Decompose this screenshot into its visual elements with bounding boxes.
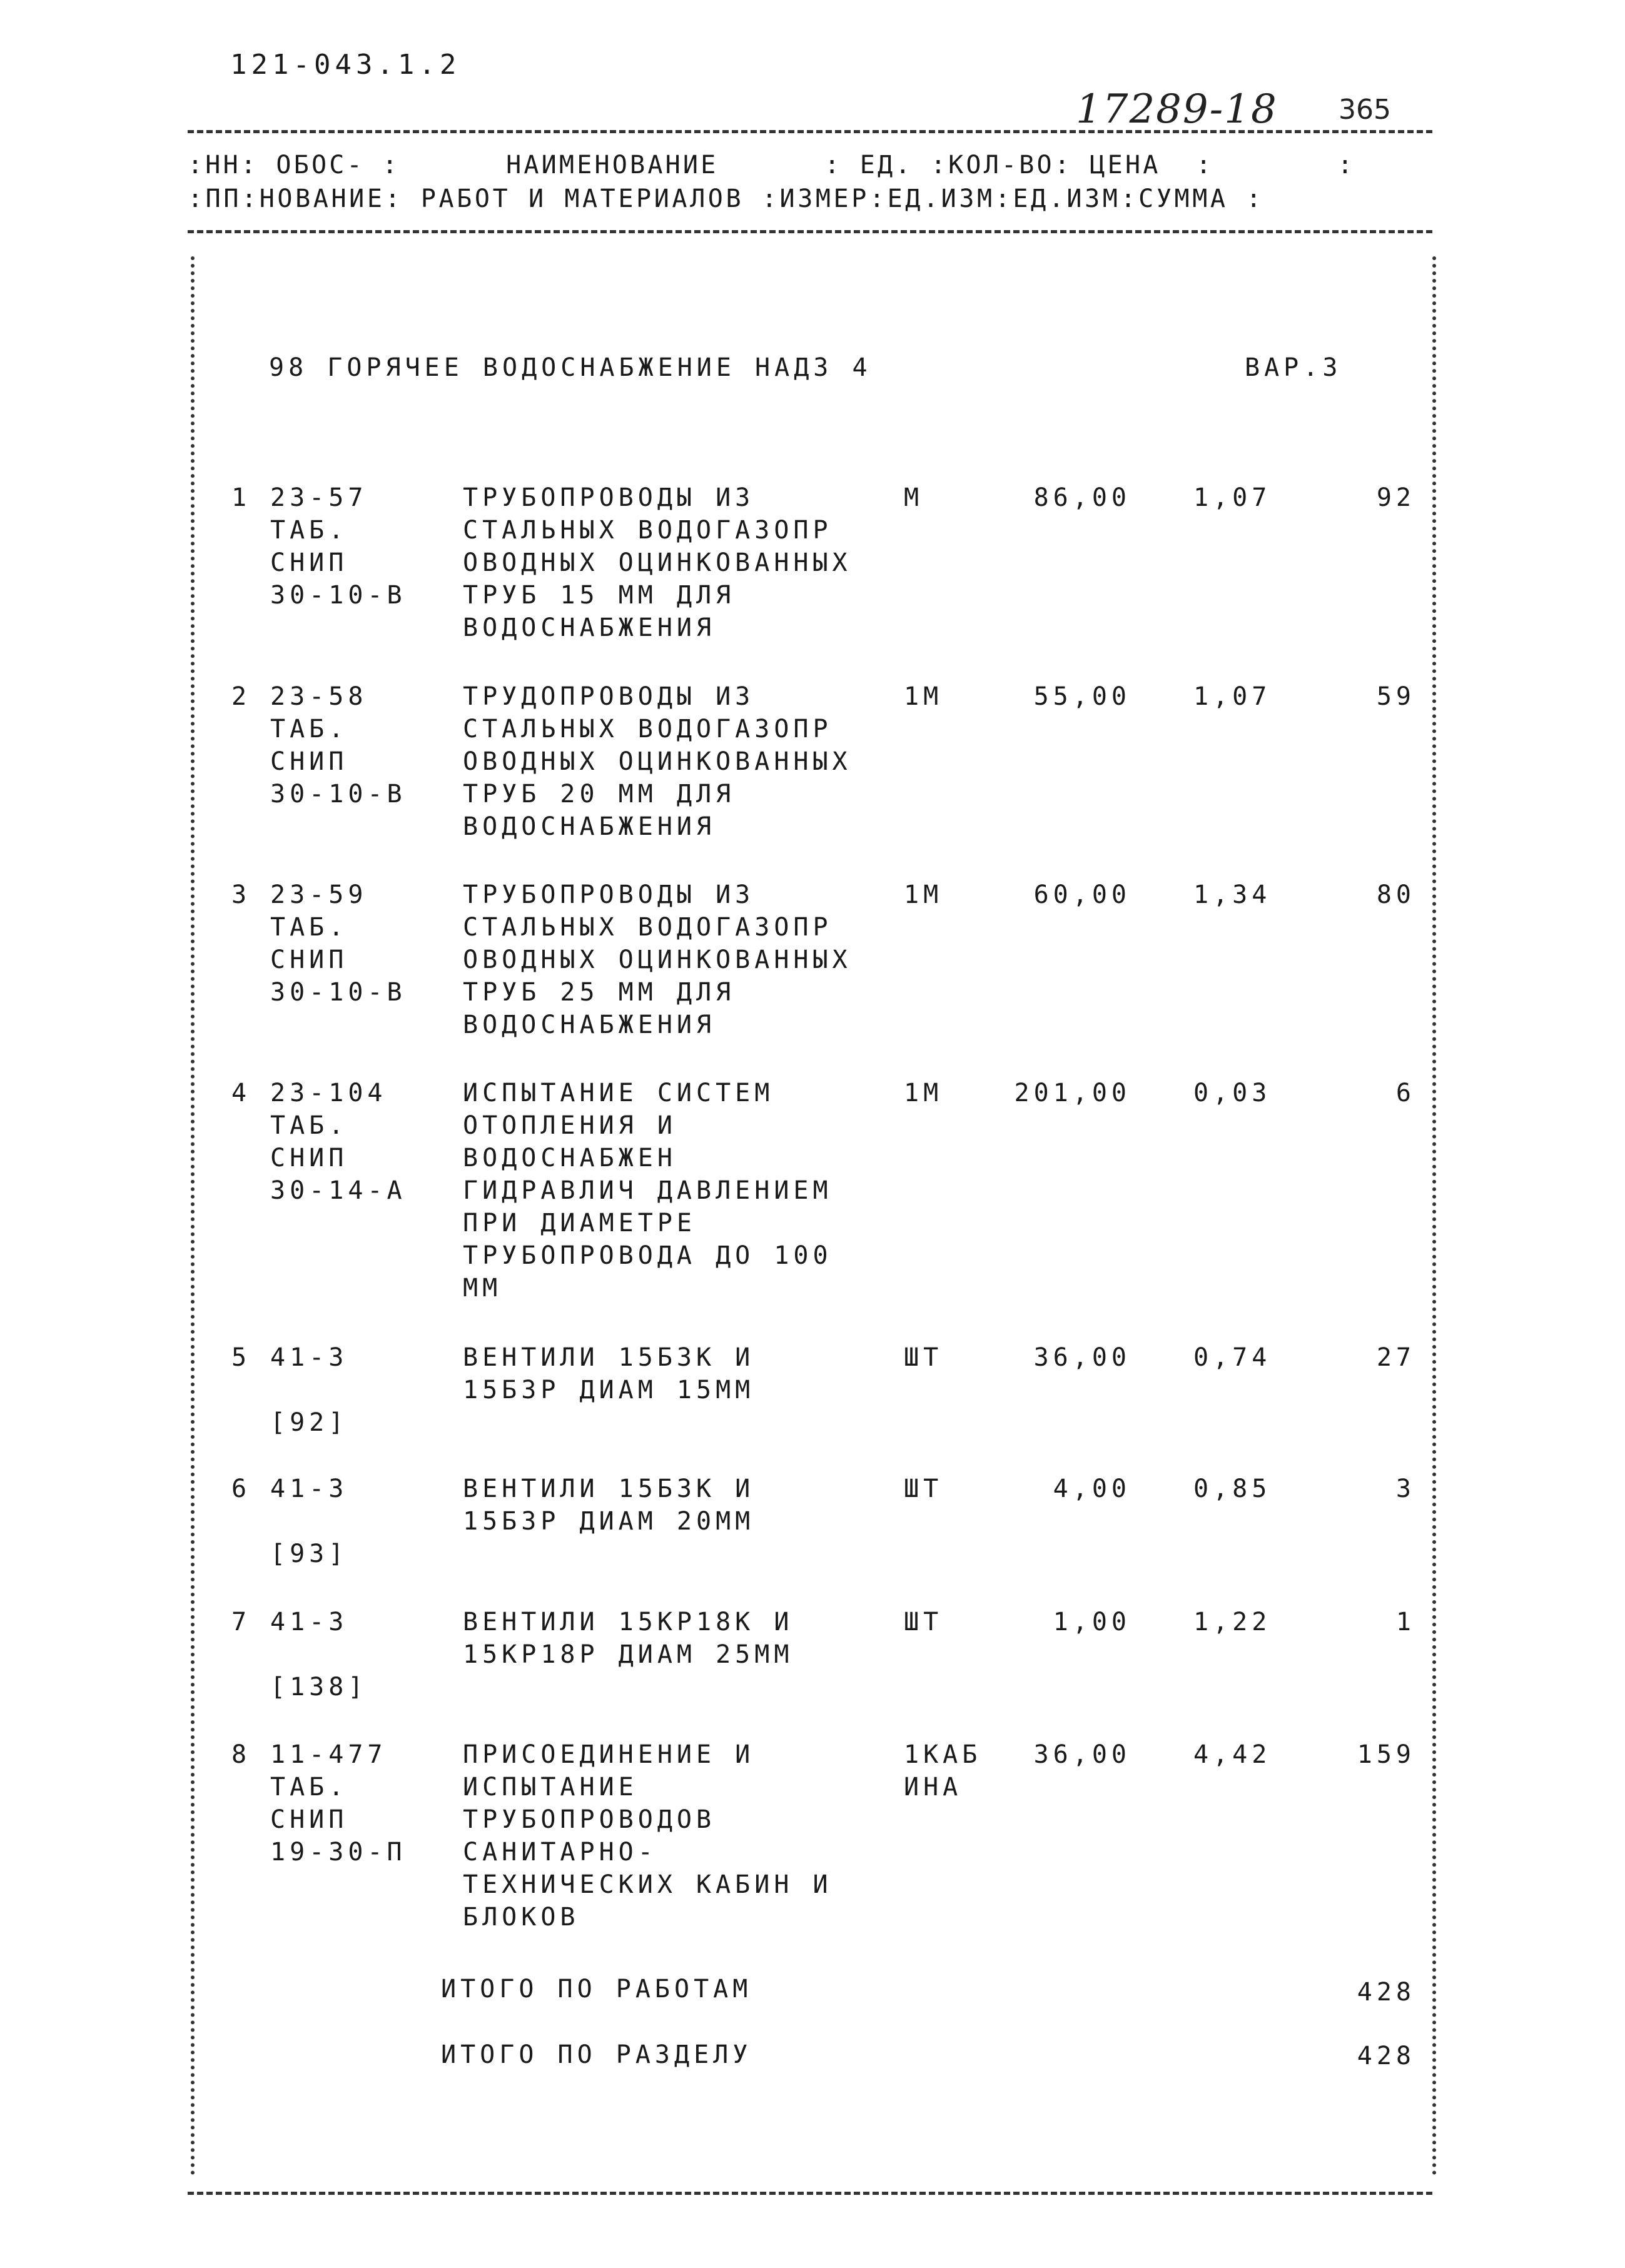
header-bottom-rule <box>188 230 1432 233</box>
row-name-line: ММ <box>463 1274 502 1303</box>
row-name-line: ТРУБОПРОВОДОВ <box>463 1805 716 1834</box>
row-name-line: ТРУБ 15 ММ ДЛЯ <box>463 581 736 610</box>
row-basis-line: СНИП <box>270 548 348 577</box>
row-sum: 3 <box>1395 1474 1415 1503</box>
row-unit: ШТ <box>904 1608 943 1636</box>
row-basis-line: ТАБ. <box>270 516 348 545</box>
table-header-line-2: :ПП:НОВАНИЕ: РАБОТ И МАТЕРИАЛОВ :ИЗМЕР:ЕД.ИЗМ:ЕД.ИЗМ:СУММА : <box>188 184 1264 213</box>
header-top-rule <box>188 130 1432 133</box>
row-price: 4,42 <box>1193 1740 1272 1769</box>
row-name-line: ТРУБОПРОВОДЫ ИЗ <box>463 483 755 512</box>
row-name-line: ИСПЫТАНИЕ <box>463 1773 638 1802</box>
row-name-line: ТРУБ 20 ММ ДЛЯ <box>463 780 736 809</box>
page-number: 365 <box>1339 94 1391 126</box>
row-number: 3 <box>231 880 251 909</box>
row-basis-line: [138] <box>270 1673 368 1701</box>
row-number: 5 <box>231 1343 251 1372</box>
row-name-line: ОВОДНЫХ ОЦИНКОВАННЫХ <box>463 747 852 776</box>
row-basis-line: 30-10-В <box>270 780 407 809</box>
row-name-line: ПРИСОЕДИНЕНИЕ И <box>463 1740 755 1769</box>
document-code: 121-043.1.2 <box>230 49 461 81</box>
row-sum: 27 <box>1376 1343 1415 1372</box>
row-price: 0,85 <box>1193 1474 1272 1503</box>
row-price: 1,34 <box>1193 880 1272 909</box>
row-name-line: ВОДОСНАБЖЕНИЯ <box>463 613 716 642</box>
section-variant: ВАР.3 <box>1245 353 1342 382</box>
row-basis-line: ТАБ. <box>270 715 348 743</box>
row-name-line: СТАЛЬНЫХ ВОДОГАЗОПР <box>463 913 833 942</box>
row-price: 1,07 <box>1193 483 1272 512</box>
row-quantity: 36,00 <box>1033 1740 1131 1769</box>
row-name-line: 15КР18Р ДИАМ 25ММ <box>463 1640 794 1669</box>
row-name-line: ВЕНТИЛИ 15Б3К И <box>463 1343 755 1372</box>
row-basis-line: ТАБ. <box>270 1111 348 1140</box>
row-quantity: 1,00 <box>1053 1608 1131 1636</box>
row-number: 1 <box>231 483 251 512</box>
row-price: 1,07 <box>1193 682 1272 711</box>
row-unit: М <box>904 483 924 512</box>
row-sum: 1 <box>1395 1608 1415 1636</box>
row-basis-line: 41-3 <box>270 1343 348 1372</box>
row-basis-line: СНИП <box>270 1144 348 1172</box>
row-number: 6 <box>231 1474 251 1503</box>
row-basis-line: СНИП <box>270 945 348 974</box>
table-left-border <box>191 256 195 2176</box>
table-right-border <box>1432 256 1436 2176</box>
total-works-value: 428 <box>1357 1978 1415 2007</box>
row-number: 4 <box>231 1079 251 1107</box>
total-section-label: ИТОГО ПО РАЗДЕЛУ <box>441 2040 752 2069</box>
row-name-line: ВОДОСНАБЖЕНИЯ <box>463 812 716 841</box>
row-unit: 1КАБ <box>904 1740 982 1769</box>
row-sum: 92 <box>1376 483 1415 512</box>
row-unit: ШТ <box>904 1474 943 1503</box>
row-name-line: 15Б3Р ДИАМ 20ММ <box>463 1507 755 1536</box>
table-header-line-1: :НН: ОБОС- : НАИМЕНОВАНИЕ : ЕД. :КОЛ-ВО: ЦЕНА : : <box>188 151 1355 179</box>
row-quantity: 60,00 <box>1033 880 1131 909</box>
row-name-line: ТРУБОПРОВОДА ДО 100 <box>463 1241 833 1270</box>
row-basis-line: [92] <box>270 1408 348 1437</box>
row-number: 2 <box>231 682 251 711</box>
row-unit: 1М <box>904 880 943 909</box>
row-basis-line: 30-10-В <box>270 581 407 610</box>
row-basis-line: 30-10-В <box>270 978 407 1007</box>
row-basis-line: 11-477 <box>270 1740 387 1769</box>
row-quantity: 201,00 <box>1014 1079 1131 1107</box>
row-sum: 59 <box>1376 682 1415 711</box>
row-basis-line: 23-59 <box>270 880 368 909</box>
row-name-line: ИСПЫТАНИЕ СИСТЕМ <box>463 1079 774 1107</box>
row-basis-line: ТАБ. <box>270 913 348 942</box>
row-name-line: ПРИ ДИАМЕТРЕ <box>463 1209 696 1237</box>
row-basis-line: 41-3 <box>270 1608 348 1636</box>
handwritten-number: 17289-18 <box>1076 86 1278 133</box>
row-quantity: 86,00 <box>1033 483 1131 512</box>
row-name-line: ТРУДОПРОВОДЫ ИЗ <box>463 682 755 711</box>
row-sum: 6 <box>1395 1079 1415 1107</box>
row-sum: 80 <box>1376 880 1415 909</box>
row-price: 1,22 <box>1193 1608 1272 1636</box>
total-works-label: ИТОГО ПО РАБОТАМ <box>441 1975 752 2003</box>
row-unit: ИНА <box>904 1773 963 1802</box>
row-name-line: САНИТАРНО- <box>463 1838 657 1867</box>
row-name-line: ВЕНТИЛИ 15Б3К И <box>463 1474 755 1503</box>
row-quantity: 36,00 <box>1033 1343 1131 1372</box>
row-unit: 1М <box>904 682 943 711</box>
row-price: 0,74 <box>1193 1343 1272 1372</box>
row-name-line: СТАЛЬНЫХ ВОДОГАЗОПР <box>463 715 833 743</box>
row-basis-line: [93] <box>270 1540 348 1568</box>
row-quantity: 55,00 <box>1033 682 1131 711</box>
row-name-line: СТАЛЬНЫХ ВОДОГАЗОПР <box>463 516 833 545</box>
table-bottom-rule <box>188 2192 1432 2195</box>
row-name-line: ТРУБ 25 ММ ДЛЯ <box>463 978 736 1007</box>
section-title: 98 ГОРЯЧЕЕ ВОДОСНАБЖЕНИЕ НАДЗ 4 <box>269 353 872 382</box>
row-name-line: ВОДОСНАБЖЕНИЯ <box>463 1011 716 1039</box>
row-basis-line: СНИП <box>270 747 348 776</box>
row-name-line: ТРУБОПРОВОДЫ ИЗ <box>463 880 755 909</box>
row-name-line: ТЕХНИЧЕСКИХ КАБИН И <box>463 1870 833 1899</box>
row-basis-line: 30-14-А <box>270 1176 407 1205</box>
row-quantity: 4,00 <box>1053 1474 1131 1503</box>
row-number: 7 <box>231 1608 251 1636</box>
row-name-line: ГИДРАВЛИЧ ДАВЛЕНИЕМ <box>463 1176 833 1205</box>
row-basis-line: 19-30-П <box>270 1838 407 1867</box>
row-name-line: ВЕНТИЛИ 15КР18К И <box>463 1608 794 1636</box>
row-name-line: ОВОДНЫХ ОЦИНКОВАННЫХ <box>463 548 852 577</box>
row-price: 0,03 <box>1193 1079 1272 1107</box>
row-basis-line: 23-104 <box>270 1079 387 1107</box>
row-basis-line: 23-57 <box>270 483 368 512</box>
row-name-line: ОТОПЛЕНИЯ И <box>463 1111 677 1140</box>
row-basis-line: 23-58 <box>270 682 368 711</box>
row-basis-line: ТАБ. <box>270 1773 348 1802</box>
row-unit: 1М <box>904 1079 943 1107</box>
row-number: 8 <box>231 1740 251 1769</box>
row-name-line: ВОДОСНАБЖЕН <box>463 1144 677 1172</box>
row-unit: ШТ <box>904 1343 943 1372</box>
total-section-value: 428 <box>1357 2042 1415 2070</box>
row-name-line: ОВОДНЫХ ОЦИНКОВАННЫХ <box>463 945 852 974</box>
row-sum: 159 <box>1357 1740 1415 1769</box>
row-name-line: 15Б3Р ДИАМ 15ММ <box>463 1376 755 1404</box>
row-name-line: БЛОКОВ <box>463 1903 580 1932</box>
row-basis-line: СНИП <box>270 1805 348 1834</box>
row-basis-line: 41-3 <box>270 1474 348 1503</box>
